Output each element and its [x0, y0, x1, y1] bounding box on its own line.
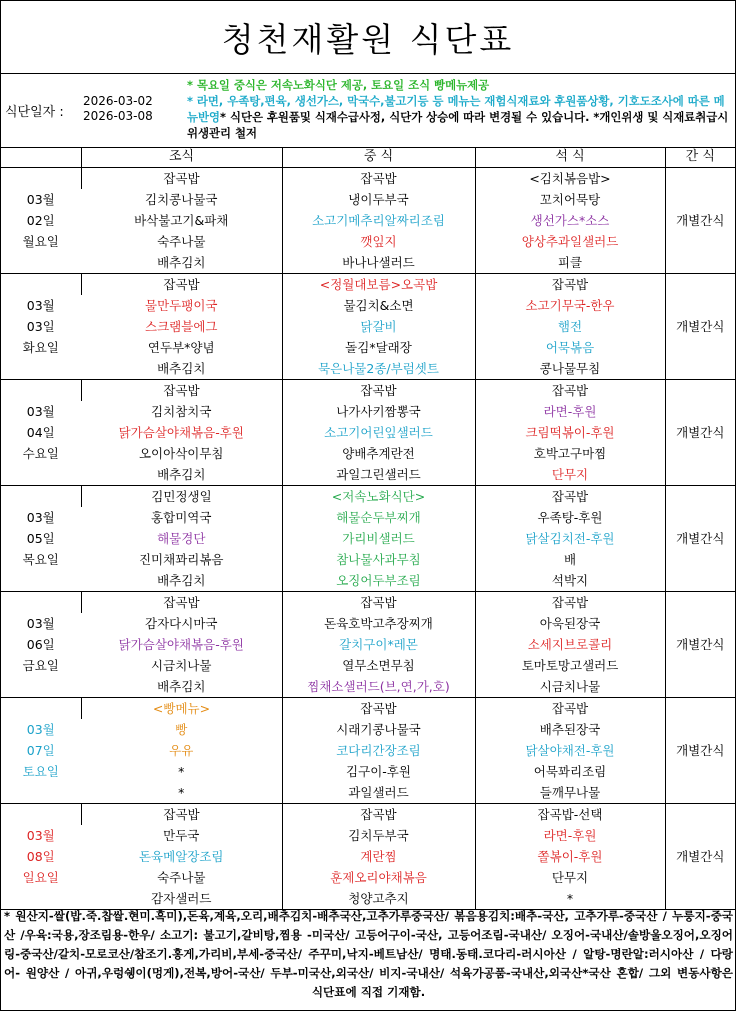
dinner-item: 잡곡밥 [475, 380, 665, 402]
dinner-item: 어묵꽈리조림 [475, 761, 665, 782]
day-label-line: 02일 [26, 213, 55, 228]
menu-row [1, 740, 735, 761]
breakfast-item: 물만두팽이국 [145, 298, 218, 313]
dinner-item: 토마토망고샐러드 [475, 655, 665, 676]
menu-row [1, 613, 735, 634]
lunch-item: 잡곡밥 [282, 592, 475, 614]
header-cell: 중 식 [282, 147, 475, 168]
day-label [1, 592, 81, 698]
breakfast-item: <빵메뉴> [81, 698, 282, 720]
lunch-item: 해물순두부찌개 [282, 507, 475, 528]
menu-row [1, 634, 735, 655]
menu-row [1, 295, 735, 316]
breakfast-item: 돈육메알장조림 [138, 849, 224, 864]
lunch-item: 묵은나물2종/부럼셋트 [282, 358, 475, 380]
menu-row [1, 168, 735, 190]
snack-cell: 개별간식 [665, 592, 735, 698]
snack-cell: 개별간식 [665, 380, 735, 486]
dinner-item: 석박지 [475, 570, 665, 592]
header-cell: 조식 [81, 147, 282, 168]
dinner-item: 호박고구마찜 [475, 443, 665, 464]
lunch-item: 나가사키짬뽕국 [282, 401, 475, 422]
breakfast-item: 숙주나물 [157, 870, 206, 885]
dinner-item: 잡곡밥 [475, 592, 665, 614]
dinner-item: 라면-후원 [475, 825, 665, 846]
breakfast-item: 김치참치국 [151, 404, 212, 419]
breakfast-item: 잡곡밥 [81, 168, 282, 190]
dinner-item: 단무지 [475, 867, 665, 888]
lunch-item: 돈육호박고추장찌개 [282, 613, 475, 634]
note-line: * 목요일 중식은 저속노화식단 제공, 토요일 조식 빵메뉴제공 [187, 78, 490, 92]
dinner-item: 생선가스*소스 [475, 210, 665, 231]
breakfast-item: 스크램블에그 [145, 319, 218, 334]
breakfast-item: 잡곡밥 [81, 592, 282, 614]
dinner-item: 쫄볶이-후원 [475, 846, 665, 867]
dinner-item: 어묵볶음 [475, 337, 665, 358]
breakfast-item: 홍합미역국 [151, 510, 212, 525]
menu-row [1, 380, 735, 402]
dinner-item: 닭살야채전-후원 [475, 740, 665, 761]
lunch-item: 청양고추지 [282, 888, 475, 910]
date-from: 2026-03-02 [83, 94, 153, 108]
menu-row [1, 337, 735, 358]
date-label: 식단일자 : [5, 105, 64, 120]
note-line: * 식단은 후원품및 식재수급사정, 식단가 상승에 따라 변경될 수 있습니다. *개인위생 및 식재료취급시 위생관리 철저 [187, 110, 729, 140]
day-label-line: 07일 [26, 743, 55, 758]
breakfast-item: 시금치나물 [151, 658, 212, 673]
menu-row [1, 782, 735, 804]
dinner-item: 꼬치어묵탕 [475, 189, 665, 210]
dinner-item: 소세지브로콜리 [475, 634, 665, 655]
dinner-item: 시금치나물 [475, 676, 665, 698]
breakfast-item: 빵 [175, 722, 188, 737]
dinner-item: 잡곡밥 [475, 486, 665, 508]
day-label-line: 금요일 [22, 658, 59, 673]
lunch-item: 열무소면무침 [282, 655, 475, 676]
lunch-item: 깻잎지 [282, 231, 475, 252]
page-title: 청천재활원 식단표 [1, 1, 735, 74]
breakfast-item: 배추김치 [81, 358, 282, 380]
menu-row [1, 719, 735, 740]
menu-row [1, 698, 735, 720]
breakfast-item: * [81, 782, 282, 804]
day-label-line: 토요일 [22, 764, 59, 779]
dinner-item: 잡곡밥 [475, 698, 665, 720]
lunch-item: 시래기콩나물국 [282, 719, 475, 740]
menu-row [1, 655, 735, 676]
dinner-item: 잡곡밥 [475, 274, 665, 296]
lunch-item: 오징어두부조림 [282, 570, 475, 592]
dinner-item: 콩나물무침 [475, 358, 665, 380]
menu-row [1, 761, 735, 782]
day-label [1, 804, 81, 910]
menu-row [1, 274, 735, 296]
snack-cell: 개별간식 [665, 804, 735, 910]
breakfast-item: 감자다시마국 [145, 616, 218, 631]
breakfast-item: 잡곡밥 [81, 274, 282, 296]
dinner-item: 배추된장국 [475, 719, 665, 740]
breakfast-item: 바삭불고기&파채 [134, 213, 229, 228]
breakfast-item: * [178, 764, 185, 779]
day-label-line: 03일 [26, 319, 55, 334]
breakfast-item: 해물경단 [157, 531, 206, 546]
menu-row [1, 189, 735, 210]
day-label [1, 698, 81, 804]
menu-row [1, 210, 735, 231]
breakfast-item: 김민정생일 [81, 486, 282, 508]
lunch-item: 바나나샐러드 [282, 252, 475, 274]
day-label [1, 380, 81, 486]
day-label-line: 05일 [26, 531, 55, 546]
snack-cell: 개별간식 [665, 698, 735, 804]
origin-footer: * 원산지-쌀(밥.죽.찹쌀.현미.흑미),돈육,계육,오리,배추김치-배추국산,고추가루중국산/ 볶음용김치:배추-국산, 고추가루-중국산 / 누룽지-중국산 /우육:국용,장조림용-한우/ 소고기: 불고기,갈비탕,찜용 -미국산/ 고등어구이-국산, 고등어조림-국내산/ 오징어-국내산/솔방울오징어,오징어링-중국산/갈치-모로코산/참조기.홍게,가리비,부세-중국산/ 주꾸미,낙지-베트남산/ 명태.동태.코다리-러시아산 / 알탕-명란알:러시아산 / 다랑어- 원양산 / 아귀,우렁쉥이(멍게),전복,방어-국산/ 두부-미국산,외국산/ 비지-국내산/ 석육가공품-국내산,외국산*국산 혼합/ 그외 변동사항은 식단표에 직접 기재함. [4, 909, 733, 999]
lunch-item: 소고기메추리알짜리조림 [282, 210, 475, 231]
breakfast-item: 우유 [169, 743, 194, 758]
breakfast-item: 만두국 [163, 828, 200, 843]
dinner-item: 라면-후원 [475, 401, 665, 422]
header-cell: 석 식 [475, 147, 665, 168]
menu-row [1, 570, 735, 592]
menu-row [1, 825, 735, 846]
menu-row [1, 804, 735, 826]
day-label-line: 03월 [26, 722, 55, 737]
lunch-item: 잡곡밥 [282, 804, 475, 826]
breakfast-item: 오이아삭이무침 [138, 446, 224, 461]
lunch-item: 가리비샐러드 [282, 528, 475, 549]
note-line: * 라면, 우족탕,편육, 생선가스, 막국수,불고기등 등 메뉴는 재험식재료와 후원품상황, 기호도조사에 따른 메뉴반영 [187, 94, 725, 124]
date-range [83, 94, 153, 124]
lunch-item: 과일샐러드 [282, 782, 475, 804]
menu-row [1, 549, 735, 570]
info-section [1, 73, 735, 148]
menu-row [1, 443, 735, 464]
lunch-item: 참나물사과무침 [282, 549, 475, 570]
dinner-item: 닭살김치전-후원 [475, 528, 665, 549]
day-label-line: 03월 [26, 616, 55, 631]
lunch-item: 김구이-후원 [282, 761, 475, 782]
day-label-line: 03월 [26, 510, 55, 525]
day-label [1, 486, 81, 592]
day-label-line: 화요일 [22, 340, 59, 355]
breakfast-item: 김치콩나물국 [145, 192, 218, 207]
lunch-item: 훈제오리야채볶음 [282, 867, 475, 888]
breakfast-item: 숙주나물 [157, 234, 206, 249]
menu-row [1, 401, 735, 422]
breakfast-item: 감자샐러드 [81, 888, 282, 910]
menu-row [1, 507, 735, 528]
menu-row [1, 231, 735, 252]
dinner-item: 우족탕-후원 [475, 507, 665, 528]
day-label-line: 03월 [26, 828, 55, 843]
day-label-line: 수요일 [22, 446, 59, 461]
day-label [1, 274, 81, 380]
menu-row [1, 486, 735, 508]
menu-row [1, 464, 735, 486]
dinner-item: 배 [475, 549, 665, 570]
menu-row [1, 867, 735, 888]
dinner-item: 피클 [475, 252, 665, 274]
day-label-line: 월요일 [22, 234, 59, 249]
breakfast-item: 잡곡밥 [81, 380, 282, 402]
dinner-item: 아욱된장국 [475, 613, 665, 634]
snack-cell: 개별간식 [665, 486, 735, 592]
header-row [1, 147, 735, 168]
day-label-line: 03월 [26, 404, 55, 419]
menu-row [1, 846, 735, 867]
menu-row [1, 592, 735, 614]
breakfast-item: 배추김치 [81, 252, 282, 274]
day-label-line: 목요일 [22, 552, 59, 567]
menu-row [1, 422, 735, 443]
lunch-item: 잡곡밥 [282, 168, 475, 190]
day-label-line: 06일 [26, 637, 55, 652]
day-label-line: 03월 [26, 298, 55, 313]
lunch-item: 소고기어린잎샐러드 [282, 422, 475, 443]
notes [187, 77, 732, 141]
breakfast-item: 닭가슴살야채볶음-후원 [118, 425, 244, 440]
header-cell [1, 147, 81, 168]
lunch-item: 계란찜 [282, 846, 475, 867]
dinner-item: * [475, 888, 665, 910]
breakfast-item: 잡곡밥 [81, 804, 282, 826]
lunch-item: 과일그린샐러드 [282, 464, 475, 486]
day-label-line: 04일 [26, 425, 55, 440]
menu-table [1, 147, 735, 910]
day-label-line: 03월 [26, 192, 55, 207]
breakfast-item: 닭가슴살야채볶음-후원 [118, 637, 244, 652]
dinner-item: 잡곡밥-선택 [475, 804, 665, 826]
lunch-item: 물김치&소면 [282, 295, 475, 316]
day-label-line: 08일 [26, 849, 55, 864]
lunch-item: 냉이두부국 [282, 189, 475, 210]
menu-row [1, 252, 735, 274]
lunch-item: 김치두부국 [282, 825, 475, 846]
dinner-item: <김치볶음밥> [475, 168, 665, 190]
menu-row [1, 316, 735, 337]
dinner-item: 소고기무국-한우 [475, 295, 665, 316]
menu-row [1, 676, 735, 698]
snack-cell: 개별간식 [665, 274, 735, 380]
lunch-item: 갈치구이*레몬 [282, 634, 475, 655]
dinner-item: 크림떡볶이-후원 [475, 422, 665, 443]
breakfast-item: 배추김치 [81, 570, 282, 592]
header-cell: 간 식 [665, 147, 735, 168]
lunch-item: 잡곡밥 [282, 698, 475, 720]
breakfast-item: 배추김치 [81, 464, 282, 486]
lunch-item: 찜채소샐러드(브,연,가,호) [282, 676, 475, 698]
snack-cell: 개별간식 [665, 168, 735, 274]
day-label [1, 168, 81, 274]
date-to: 2026-03-08 [83, 109, 153, 123]
lunch-item: 잡곡밥 [282, 380, 475, 402]
menu-row [1, 358, 735, 380]
breakfast-item: 연두부*양념 [147, 340, 215, 355]
lunch-item: <저속노화식단> [282, 486, 475, 508]
menu-row [1, 528, 735, 549]
dinner-item: 단무지 [475, 464, 665, 486]
dinner-item: 들깨무나물 [475, 782, 665, 804]
lunch-item: <정월대보름>오곡밥 [282, 274, 475, 296]
dinner-item: 양상추과일샐러드 [475, 231, 665, 252]
lunch-item: 닭갈비 [282, 316, 475, 337]
dinner-item: 햄전 [475, 316, 665, 337]
breakfast-item: 진미채꽈리볶음 [138, 552, 224, 567]
lunch-item: 양배추계란전 [282, 443, 475, 464]
lunch-item: 돌김*달래장 [282, 337, 475, 358]
breakfast-item: 배추김치 [81, 676, 282, 698]
day-label-line: 일요일 [22, 870, 59, 885]
lunch-item: 코다리간장조림 [282, 740, 475, 761]
